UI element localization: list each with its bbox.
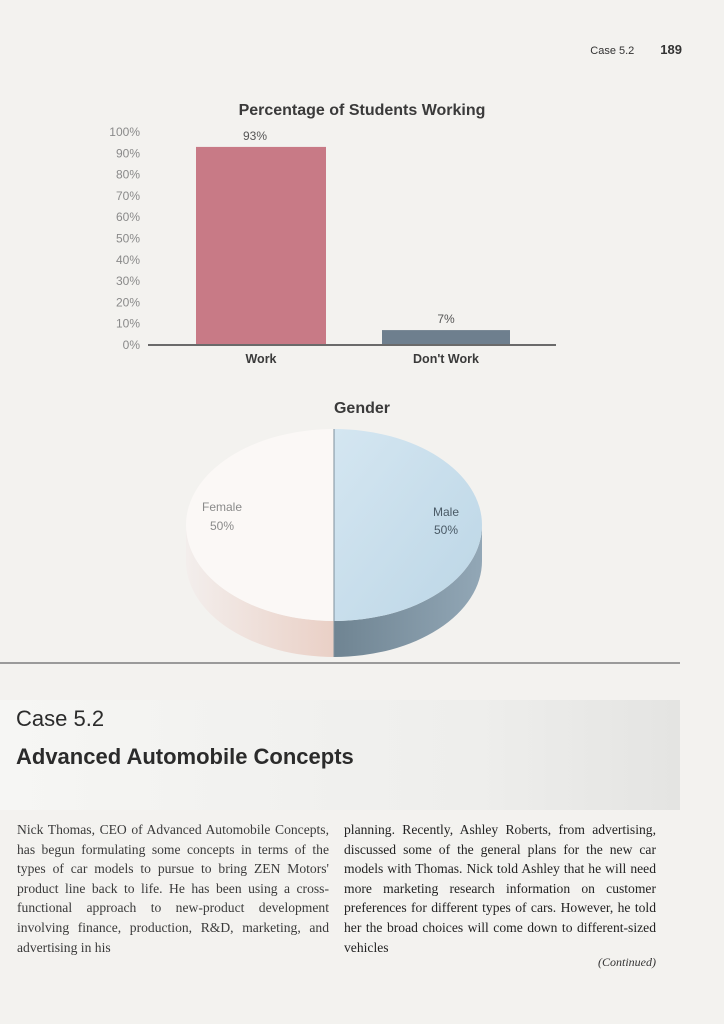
continued-note: (Continued) — [598, 955, 656, 969]
body-column-right: planning. Recently, Ashley Roberts, from advertising, discussed some of the general plans for the new car models with Thomas. Nick told Ashley that he will need more marketing research information on customer preferences for different types of cars. However, he told her the broad choices will come down to different-sized vehicles — [344, 822, 656, 955]
y-tick-label: 30% — [115, 274, 140, 289]
pie-value-female: 50% — [209, 519, 235, 533]
y-tick-label: 40% — [115, 252, 140, 267]
y-tick-label: 10% — [115, 316, 140, 331]
pie-value-male: 50% — [433, 523, 459, 537]
case-title: Advanced Automobile Concepts — [16, 744, 354, 769]
y-tick-label: 70% — [115, 188, 140, 203]
y-tick-label: 100% — [109, 125, 140, 139]
section-divider — [0, 662, 680, 664]
y-tick-label: 60% — [115, 210, 140, 225]
pie-label-male: Male — [432, 505, 460, 519]
y-tick-label: 90% — [115, 146, 140, 161]
y-tick-label: 0% — [122, 338, 140, 352]
bar-chart-title: Percentage of Students Working — [238, 102, 486, 119]
bar-data-label: 7% — [437, 312, 455, 327]
y-tick-label: 50% — [115, 231, 140, 246]
running-head-section: Case 5.2 — [590, 45, 635, 57]
pie-chart-title: Gender — [333, 400, 390, 417]
y-tick-label: 20% — [115, 295, 140, 310]
category-label: Work — [245, 352, 277, 366]
pie-label-female: Female — [201, 500, 243, 514]
body-column-left: Nick Thomas, CEO of Advanced Automobile Concepts, has begun formulating some concepts in terms of the types of car models to pursue to bring ZEN Motors' product line back to life. He has been using a cross-functional approach to new-product development involving finance, production, R&D, marketing, and advertising in his — [17, 822, 329, 955]
page-number: 189 — [660, 42, 682, 57]
bar-data-label: 93% — [242, 128, 268, 143]
case-label: Case 5.2 — [16, 706, 105, 731]
category-label: Don't Work — [413, 352, 479, 366]
y-tick-label: 80% — [115, 167, 140, 182]
